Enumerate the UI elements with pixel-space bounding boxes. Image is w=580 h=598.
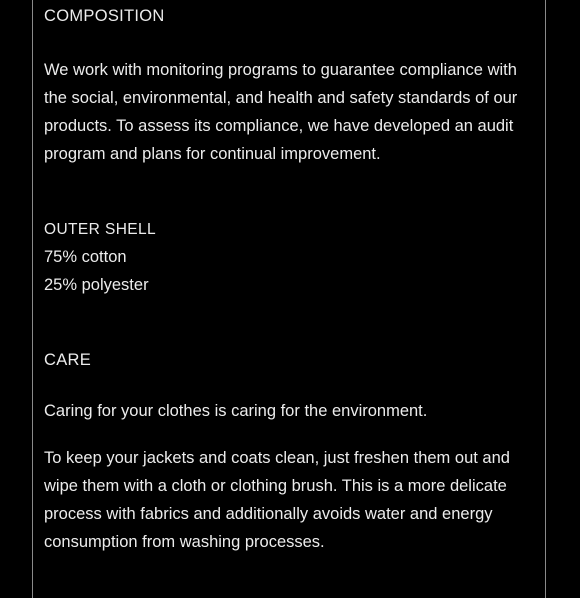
material-line-cotton: 75% cotton — [44, 248, 127, 266]
care-paragraph: To keep your jackets and coats clean, just freshen them out and wipe them with a cloth or clothing brush. This is a more delicate process with fabrics and additionally avoids water and energy consumption from washing processes. — [44, 449, 510, 551]
composition-paragraph: We work with monitoring programs to guarantee compliance with the social, environmental, and health and safety standards of our products. To assess its compliance, we have developed an audit program and plans for continual improvement. — [44, 61, 518, 163]
material-line-polyester: 25% polyester — [44, 276, 149, 294]
product-info-panel — [32, 0, 546, 598]
outer-shell-label: OUTER SHELL — [44, 221, 157, 238]
care-intro: Caring for your clothes is caring for the environment. — [44, 402, 428, 420]
composition-heading: COMPOSITION — [44, 7, 165, 25]
care-heading: CARE — [44, 351, 92, 369]
outer-shell-section — [44, 220, 156, 299]
